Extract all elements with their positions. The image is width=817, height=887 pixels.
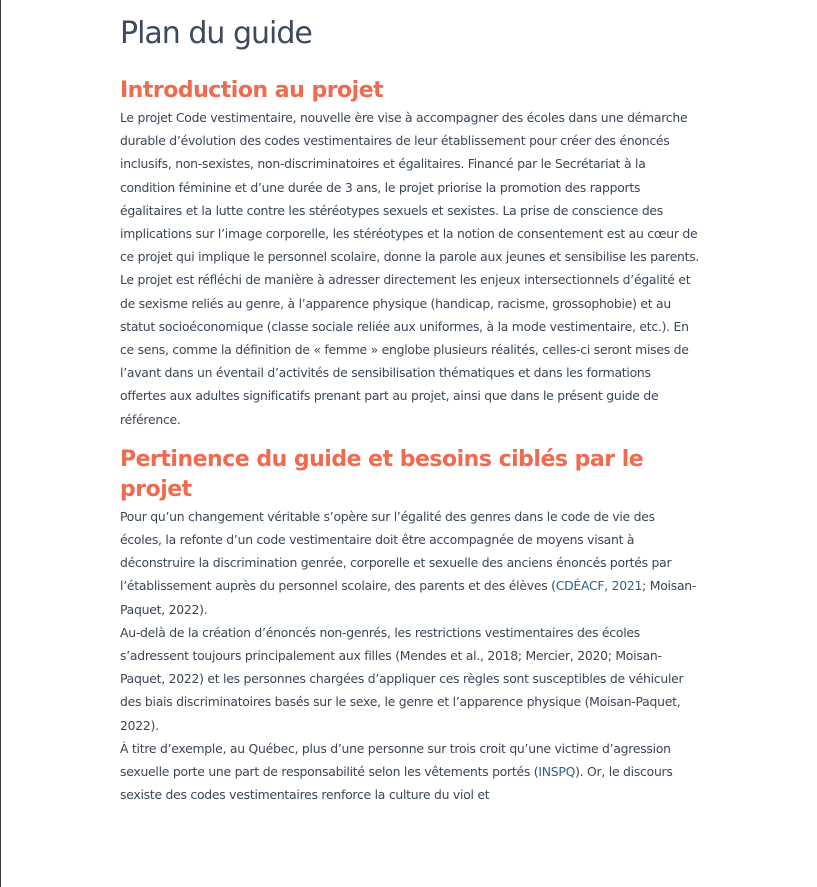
paragraph-text: Pour qu’un changement véritable s’opère sur l’égalité des genres dans le code de vie des écoles, la refonte d’un code vestimentaire doit être accompagnée de moyens visant à déconstruire la discrimination genrée, corporelle et sexuelle des anciens énoncés portés par l’établissement auprès du personnel scolaire, des parents et des élèves ( bbox=[120, 508, 672, 594]
paragraph-text: ; Moisan-Paquet, 2022). bbox=[120, 578, 697, 617]
page-title: Plan du guide bbox=[120, 16, 312, 51]
document-page bbox=[120, 14, 700, 806]
section-heading-introduction: Introduction au projet bbox=[120, 78, 384, 103]
pertinence-paragraph-2: Au-delà de la création d’énoncés non-genrés, les restrictions vestimentaires des écoles s’adressent toujours principalement aux filles (Mendes et al., 2018; Mercier, 2020; Moisan-Paquet, 2022) et les personnes chargées d’appliquer ces règles sont susceptibles de véhiculer des biais discriminatoires basés sur le sexe, le genre et l’apparence physique (Moisan-Paquet, 2022). bbox=[120, 624, 684, 733]
section-heading-pertinence: Pertinence du guide et besoins ciblés par le projet bbox=[120, 446, 644, 502]
paragraph-text: À titre d’exemple, au Québec, plus d’une personne sur trois croit qu’une victime d’agression sexuelle porte une part de responsabilité selon les vêtements portés ( bbox=[120, 740, 671, 780]
pertinence-paragraph-1 bbox=[120, 505, 700, 621]
citation-link-cdeacf[interactable]: CDÉACF, 2021 bbox=[555, 578, 643, 594]
paragraph-text: ). Or, le discours sexiste des codes vestimentaires renforce la culture du viol et bbox=[120, 764, 673, 803]
pertinence-paragraph-3 bbox=[120, 737, 700, 807]
citation-link-inspq[interactable]: INSPQ bbox=[538, 764, 576, 780]
left-border bbox=[0, 0, 1, 887]
intro-paragraph-1: Le projet Code vestimentaire, nouvelle ère vise à accompagner des écoles dans une démarche durable d’évolution des codes vestimentaires de leur établissement pour créer des énoncés inclusifs, non-sexistes, non-discriminatoires et égalitaires. Financé par le Secrétariat à la condition féminine et d’une durée de 3 ans, le projet priorise la promotion des rapports égalitaires et la lutte contre les stéréotypes sexuels et sexistes. La prise de conscience des implications sur l’image corporelle, les stéréotypes et la notion de consentement est au cœur de ce projet qui implique le personnel scolaire, donne la parole aux jeunes et sensibilise les parents. bbox=[120, 110, 700, 265]
intro-paragraph-2: Le projet est réfléchi de manière à adresser directement les enjeux intersectionnels d’égalité et de sexisme reliés au genre, à l’apparence physique (handicap, racisme, grossophobie) et au statut socioéconomique (classe sociale reliée aux uniformes, à la mode vestimentaire, etc.). En ce sens, comme la définition de « femme » englobe plusieurs réalités, celles-ci seront mises de l’avant dans un éventail d’activités de sensibilisation thématiques et dans les formations offertes aux adultes significatifs prenant part au projet, ainsi que dans le présent guide de référence. bbox=[120, 272, 691, 427]
